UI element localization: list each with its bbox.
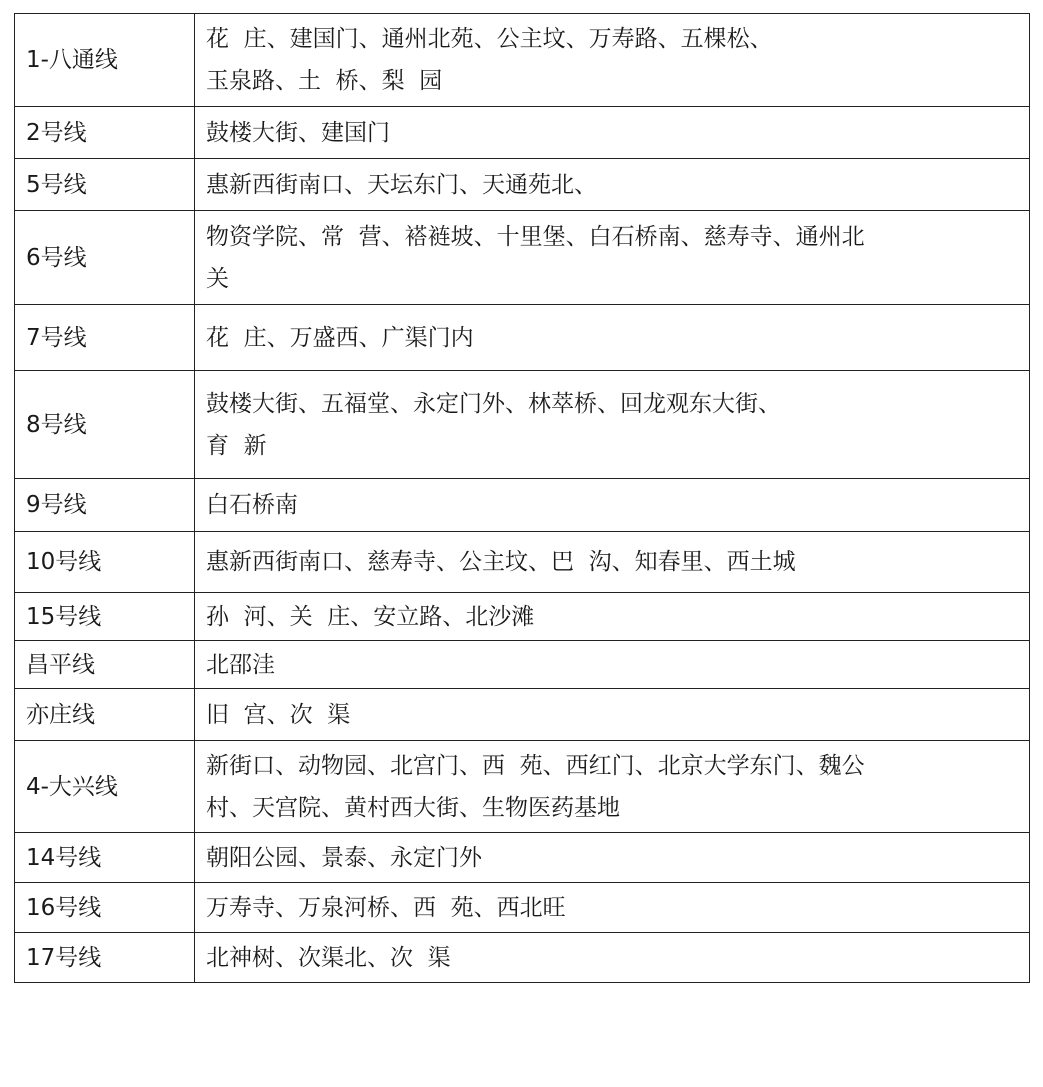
stations-cell: 白石桥南 (195, 479, 1030, 532)
line-name-cell: 15号线 (15, 593, 195, 641)
line-name-cell: 6号线 (15, 211, 195, 305)
stations-line-2: 村、天宫院、黄村西大街、生物医药基地 (206, 794, 620, 821)
stations-line-2: 育 新 (206, 432, 267, 459)
table-row (15, 641, 1030, 689)
line-name-cell: 10号线 (15, 532, 195, 593)
table-row (15, 593, 1030, 641)
line-name-cell: 4-大兴线 (15, 741, 195, 833)
line-name-cell: 昌平线 (15, 641, 195, 689)
stations-cell: 万寿寺、万泉河桥、西 苑、西北旺 (195, 883, 1030, 933)
table-row (15, 741, 1030, 833)
stations-cell: 北神树、次渠北、次 渠 (195, 933, 1030, 983)
stations-cell: 孙 河、关 庄、安立路、北沙滩 (195, 593, 1030, 641)
stations-cell: 惠新西街南口、天坛东门、天通苑北、 (195, 159, 1030, 211)
stations-line-1: 鼓楼大街、五福堂、永定门外、林萃桥、回龙观东大街、 (206, 390, 781, 417)
stations-cell: 惠新西街南口、慈寿寺、公主坟、巴 沟、知春里、西土城 (195, 532, 1030, 593)
table-row (15, 107, 1030, 159)
line-name-cell: 5号线 (15, 159, 195, 211)
table-row (15, 211, 1030, 305)
line-name-cell: 2号线 (15, 107, 195, 159)
stations-line-1: 花 庄、建国门、通州北苑、公主坟、万寿路、五棵松、 (206, 26, 773, 52)
stations-cell (195, 741, 1030, 833)
line-name-cell: 亦庄线 (15, 689, 195, 741)
stations-line-2: 玉泉路、土 桥、梨 园 (206, 68, 443, 94)
stations-cell: 北邵洼 (195, 641, 1030, 689)
stations-cell: 鼓楼大街、建国门 (195, 107, 1030, 159)
stations-line-1: 物资学院、常 营、褡裢坡、十里堡、白石桥南、慈寿寺、通州北 (206, 223, 865, 250)
table-row (15, 159, 1030, 211)
stations-line-1: 新街口、动物园、北宫门、西 苑、西红门、北京大学东门、魏公 (206, 752, 865, 779)
table-row (15, 833, 1030, 883)
subway-lines-table (14, 13, 1030, 983)
line-name-cell: 9号线 (15, 479, 195, 532)
stations-cell (195, 371, 1030, 479)
table-row (15, 14, 1030, 107)
table-row (15, 883, 1030, 933)
line-name-cell: 14号线 (15, 833, 195, 883)
table-row (15, 479, 1030, 532)
table-row (15, 689, 1030, 741)
stations-cell: 朝阳公园、景泰、永定门外 (195, 833, 1030, 883)
table-row (15, 371, 1030, 479)
line-name-cell: 16号线 (15, 883, 195, 933)
stations-cell (195, 211, 1030, 305)
table-row (15, 305, 1030, 371)
line-name-cell: 1-八通线 (15, 14, 195, 107)
table-row (15, 532, 1030, 593)
table-body (15, 14, 1030, 983)
table-row (15, 933, 1030, 983)
line-name-cell: 8号线 (15, 371, 195, 479)
stations-line-2: 关 (206, 265, 229, 292)
stations-cell: 旧 宫、次 渠 (195, 689, 1030, 741)
line-name-cell: 7号线 (15, 305, 195, 371)
stations-cell: 花 庄、万盛西、广渠门内 (195, 305, 1030, 371)
line-name-cell: 17号线 (15, 933, 195, 983)
stations-cell (195, 14, 1030, 107)
